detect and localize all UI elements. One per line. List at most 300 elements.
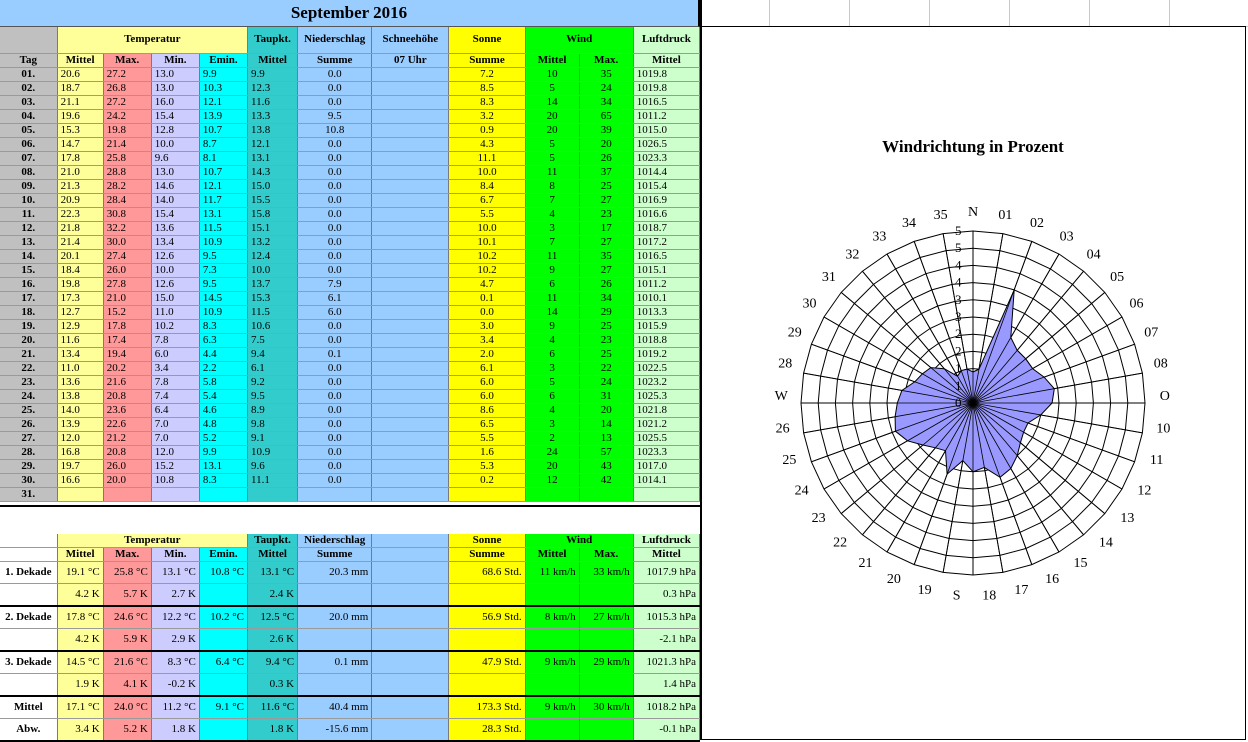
table-cell[interactable]: 20	[579, 403, 633, 417]
table-cell[interactable]	[372, 319, 449, 333]
summary-cell[interactable]: 33 km/h	[579, 562, 633, 584]
table-cell[interactable]: 21.0	[103, 291, 151, 305]
summary-cell[interactable]: 4.2 K	[57, 629, 103, 652]
day-label[interactable]: 31.	[0, 487, 57, 501]
table-cell[interactable]: 13.1	[248, 151, 298, 165]
table-cell[interactable]: 3.2	[449, 109, 525, 123]
table-cell[interactable]: 10.7	[199, 123, 247, 137]
table-cell[interactable]: 1025.5	[633, 431, 699, 445]
table-cell[interactable]: 1014.1	[633, 473, 699, 487]
table-cell[interactable]: 20	[525, 459, 579, 473]
table-cell[interactable]: 8.7	[199, 137, 247, 151]
day-label[interactable]: 06.	[0, 137, 57, 151]
table-cell[interactable]	[525, 487, 579, 501]
table-cell[interactable]: 10.0	[449, 221, 525, 235]
table-cell[interactable]: 35	[579, 249, 633, 263]
table-cell[interactable]: 35	[579, 67, 633, 81]
summary-cell[interactable]	[525, 674, 579, 697]
table-cell[interactable]: 10.9	[199, 305, 247, 319]
summary-cell[interactable]: 9 km/h	[525, 651, 579, 674]
table-cell[interactable]: 13.1	[199, 207, 247, 221]
summary-cell[interactable]: 13.1 °C	[248, 562, 298, 584]
table-cell[interactable]: 8.1	[199, 151, 247, 165]
day-label[interactable]: 12.	[0, 221, 57, 235]
table-cell[interactable]: 1023.3	[633, 151, 699, 165]
table-cell[interactable]: 6.0	[298, 305, 372, 319]
summary-cell[interactable]	[372, 629, 449, 652]
table-cell[interactable]: 11	[525, 291, 579, 305]
sheet-cell[interactable]	[1090, 0, 1170, 27]
table-cell[interactable]: 24	[525, 445, 579, 459]
table-cell[interactable]	[372, 347, 449, 361]
table-cell[interactable]: 10.0	[151, 137, 199, 151]
table-cell[interactable]: 5.4	[199, 389, 247, 403]
table-cell[interactable]: 0.0	[298, 137, 372, 151]
day-label[interactable]: 30.	[0, 473, 57, 487]
table-cell[interactable]: 17.8	[57, 151, 103, 165]
table-cell[interactable]: 15.4	[151, 207, 199, 221]
table-cell[interactable]: 20	[579, 137, 633, 151]
summary-cell[interactable]: 1.8 K	[151, 719, 199, 742]
summary-cell[interactable]: -0.2 K	[151, 674, 199, 697]
table-cell[interactable]	[372, 487, 449, 501]
table-cell[interactable]: 6.3	[199, 333, 247, 347]
summary-cell[interactable]: 25.8 °C	[103, 562, 151, 584]
table-cell[interactable]: 21.0	[57, 165, 103, 179]
table-cell[interactable]: 6.1	[298, 291, 372, 305]
table-cell[interactable]: 8.5	[449, 81, 525, 95]
table-cell[interactable]: 1017.2	[633, 235, 699, 249]
table-cell[interactable]: 12	[525, 473, 579, 487]
summary-cell[interactable]: 1.4 hPa	[633, 674, 699, 697]
table-cell[interactable]: 8.3	[449, 95, 525, 109]
table-cell[interactable]: 5.5	[449, 431, 525, 445]
table-cell[interactable]: 1015.0	[633, 123, 699, 137]
table-cell[interactable]: 15.0	[248, 179, 298, 193]
table-cell[interactable]: 14	[525, 95, 579, 109]
table-cell[interactable]: 6	[525, 389, 579, 403]
day-label[interactable]: 10.	[0, 193, 57, 207]
day-label[interactable]: 02.	[0, 81, 57, 95]
table-cell[interactable]: 4.6	[199, 403, 247, 417]
table-cell[interactable]	[372, 263, 449, 277]
table-cell[interactable]: 12.4	[248, 249, 298, 263]
table-cell[interactable]: 17.8	[103, 319, 151, 333]
table-cell[interactable]: 12.6	[151, 249, 199, 263]
summary-cell[interactable]: -15.6 mm	[298, 719, 372, 742]
table-cell[interactable]: 1022.5	[633, 361, 699, 375]
table-cell[interactable]: 1014.4	[633, 165, 699, 179]
table-cell[interactable]: 30.8	[103, 207, 151, 221]
table-cell[interactable]	[372, 95, 449, 109]
table-cell[interactable]: 14.7	[57, 137, 103, 151]
table-cell[interactable]: 10.2	[449, 263, 525, 277]
table-cell[interactable]: 24	[579, 375, 633, 389]
table-cell[interactable]	[372, 207, 449, 221]
summary-cell[interactable]: 9.1 °C	[199, 696, 247, 719]
table-cell[interactable]: 10.2	[449, 249, 525, 263]
table-cell[interactable]: 11.5	[199, 221, 247, 235]
summary-cell[interactable]: 1018.2 hPa	[633, 696, 699, 719]
summary-cell[interactable]: 19.1 °C	[57, 562, 103, 584]
table-cell[interactable]: 10.0	[151, 263, 199, 277]
day-label[interactable]: 15.	[0, 263, 57, 277]
table-cell[interactable]: 0.0	[298, 249, 372, 263]
summary-cell[interactable]	[372, 674, 449, 697]
table-cell[interactable]: 28.4	[103, 193, 151, 207]
table-cell[interactable]	[579, 487, 633, 501]
table-cell[interactable]: 9.4	[248, 347, 298, 361]
summary-cell[interactable]	[579, 719, 633, 742]
table-cell[interactable]: 4	[525, 403, 579, 417]
summary-cell[interactable]	[372, 719, 449, 742]
table-cell[interactable]: 7.8	[151, 333, 199, 347]
table-cell[interactable]: 20.9	[57, 193, 103, 207]
table-cell[interactable]: 10.8	[298, 123, 372, 137]
table-cell[interactable]: 4	[525, 207, 579, 221]
table-cell[interactable]: 10.0	[449, 165, 525, 179]
table-cell[interactable]: 28.2	[103, 179, 151, 193]
table-cell[interactable]: 13.9	[199, 109, 247, 123]
summary-cell[interactable]: 24.0 °C	[103, 696, 151, 719]
table-cell[interactable]	[372, 431, 449, 445]
table-cell[interactable]	[372, 473, 449, 487]
summary-cell[interactable]: 10.2 °C	[199, 606, 247, 629]
table-cell[interactable]: 19.6	[57, 109, 103, 123]
table-cell[interactable]: 17.3	[57, 291, 103, 305]
table-cell[interactable]: 13.4	[57, 347, 103, 361]
table-cell[interactable]: 27	[579, 263, 633, 277]
table-cell[interactable]: 9	[525, 319, 579, 333]
summary-cell[interactable]	[199, 719, 247, 742]
day-label[interactable]: 03.	[0, 95, 57, 109]
table-cell[interactable]: 0.0	[449, 305, 525, 319]
table-cell[interactable]: 13.0	[151, 67, 199, 81]
table-cell[interactable]	[372, 333, 449, 347]
table-cell[interactable]: 34	[579, 95, 633, 109]
table-cell[interactable]: 5.8	[199, 375, 247, 389]
table-cell[interactable]: 27	[579, 235, 633, 249]
table-cell[interactable]: 10.8	[151, 473, 199, 487]
table-cell[interactable]: 20	[525, 123, 579, 137]
summary-cell[interactable]: 68.6 Std.	[449, 562, 525, 584]
table-cell[interactable]: 25	[579, 319, 633, 333]
day-label[interactable]: 25.	[0, 403, 57, 417]
table-cell[interactable]: 32.2	[103, 221, 151, 235]
summary-cell[interactable]: 11.6 °C	[248, 696, 298, 719]
table-cell[interactable]: 0.9	[449, 123, 525, 137]
summary-cell[interactable]: 28.3 Std.	[449, 719, 525, 742]
table-cell[interactable]: 26.8	[103, 81, 151, 95]
table-cell[interactable]: 19.8	[103, 123, 151, 137]
summary-cell[interactable]: 2.7 K	[151, 584, 199, 607]
table-cell[interactable]: 1017.0	[633, 459, 699, 473]
table-cell[interactable]: 16.6	[57, 473, 103, 487]
table-cell[interactable]: 30.0	[103, 235, 151, 249]
table-cell[interactable]: 6.7	[449, 193, 525, 207]
table-cell[interactable]: 31	[579, 389, 633, 403]
table-cell[interactable]: 0.0	[298, 81, 372, 95]
table-cell[interactable]: 4	[525, 333, 579, 347]
table-cell[interactable]: 57	[579, 445, 633, 459]
table-cell[interactable]: 1015.9	[633, 319, 699, 333]
table-cell[interactable]: 11.1	[248, 473, 298, 487]
table-cell[interactable]: 15.8	[248, 207, 298, 221]
table-cell[interactable]: 9.6	[248, 459, 298, 473]
summary-cell[interactable]	[449, 584, 525, 607]
table-cell[interactable]: 8	[525, 179, 579, 193]
table-cell[interactable]: 7.3	[199, 263, 247, 277]
table-cell[interactable]: 9.6	[151, 151, 199, 165]
summary-cell[interactable]: 173.3 Std.	[449, 696, 525, 719]
table-cell[interactable]: 6.4	[151, 403, 199, 417]
table-cell[interactable]: 1018.8	[633, 333, 699, 347]
summary-cell[interactable]	[525, 629, 579, 652]
day-label[interactable]: 21.	[0, 347, 57, 361]
summary-cell[interactable]: 8.3 °C	[151, 651, 199, 674]
table-cell[interactable]: 25	[579, 179, 633, 193]
table-cell[interactable]: 1023.2	[633, 375, 699, 389]
table-cell[interactable]: 0.1	[449, 291, 525, 305]
table-cell[interactable]: 15.2	[151, 459, 199, 473]
table-cell[interactable]: 23.6	[103, 403, 151, 417]
table-cell[interactable]: 22.6	[103, 417, 151, 431]
table-cell[interactable]: 0.0	[298, 333, 372, 347]
table-cell[interactable]: 9.8	[248, 417, 298, 431]
table-cell[interactable]: 7.8	[151, 375, 199, 389]
table-cell[interactable]: 12.6	[151, 277, 199, 291]
summary-cell[interactable]: 0.1 mm	[298, 651, 372, 674]
table-cell[interactable]: 1021.8	[633, 403, 699, 417]
table-cell[interactable]: 22	[579, 361, 633, 375]
summary-cell[interactable]	[579, 584, 633, 607]
table-cell[interactable]: 39	[579, 123, 633, 137]
table-cell[interactable]: 37	[579, 165, 633, 179]
table-cell[interactable]: 7.0	[151, 431, 199, 445]
table-cell[interactable]: 0.0	[298, 67, 372, 81]
table-cell[interactable]: 0.0	[298, 459, 372, 473]
summary-cell[interactable]: 11.2 °C	[151, 696, 199, 719]
table-cell[interactable]	[372, 459, 449, 473]
summary-cell[interactable]: 40.4 mm	[298, 696, 372, 719]
table-cell[interactable]	[298, 487, 372, 501]
table-cell[interactable]: 12.7	[57, 305, 103, 319]
table-cell[interactable]: 9.9	[199, 445, 247, 459]
table-cell[interactable]: 9.2	[248, 375, 298, 389]
summary-cell[interactable]: 5.7 K	[103, 584, 151, 607]
day-label[interactable]: 07.	[0, 151, 57, 165]
table-cell[interactable]: 4.8	[199, 417, 247, 431]
summary-cell[interactable]: 17.1 °C	[57, 696, 103, 719]
summary-cell[interactable]: 27 km/h	[579, 606, 633, 629]
table-cell[interactable]: 13.4	[151, 235, 199, 249]
table-cell[interactable]: 11.6	[57, 333, 103, 347]
table-cell[interactable]: 5	[525, 375, 579, 389]
table-cell[interactable]: 9.9	[199, 67, 247, 81]
summary-cell[interactable]	[298, 584, 372, 607]
table-cell[interactable]: 26.0	[103, 459, 151, 473]
summary-cell[interactable]	[525, 719, 579, 742]
table-cell[interactable]: 11.0	[151, 305, 199, 319]
table-cell[interactable]: 24.2	[103, 109, 151, 123]
summary-cell[interactable]	[372, 562, 449, 584]
table-cell[interactable]	[372, 193, 449, 207]
summary-cell[interactable]: 24.6 °C	[103, 606, 151, 629]
summary-cell[interactable]: 8 km/h	[525, 606, 579, 629]
table-cell[interactable]: 11.7	[199, 193, 247, 207]
table-cell[interactable]	[372, 291, 449, 305]
table-cell[interactable]: 22.3	[57, 207, 103, 221]
table-cell[interactable]: 20.6	[57, 67, 103, 81]
table-cell[interactable]: 0.0	[298, 235, 372, 249]
table-cell[interactable]: 0.0	[298, 389, 372, 403]
summary-cell[interactable]: 2.9 K	[151, 629, 199, 652]
table-cell[interactable]	[372, 81, 449, 95]
table-cell[interactable]: 1021.2	[633, 417, 699, 431]
table-cell[interactable]: 1016.5	[633, 95, 699, 109]
table-cell[interactable]: 8.4	[449, 179, 525, 193]
table-cell[interactable]: 12.0	[151, 445, 199, 459]
day-label[interactable]: 16.	[0, 277, 57, 291]
table-cell[interactable]: 14	[525, 305, 579, 319]
table-cell[interactable]	[372, 165, 449, 179]
table-cell[interactable]: 3	[525, 221, 579, 235]
table-cell[interactable]	[449, 487, 525, 501]
table-cell[interactable]: 15.2	[103, 305, 151, 319]
day-label[interactable]: 27.	[0, 431, 57, 445]
table-cell[interactable]: 24	[579, 81, 633, 95]
summary-cell[interactable]: 9.4 °C	[248, 651, 298, 674]
table-cell[interactable]: 26	[579, 151, 633, 165]
table-cell[interactable]: 6.1	[449, 361, 525, 375]
table-cell[interactable]: 0.0	[298, 361, 372, 375]
day-label[interactable]: 20.	[0, 333, 57, 347]
day-label[interactable]: 05.	[0, 123, 57, 137]
table-cell[interactable]: 20.8	[103, 389, 151, 403]
table-cell[interactable]: 18.7	[57, 81, 103, 95]
table-cell[interactable]: 1019.8	[633, 67, 699, 81]
table-cell[interactable]: 1015.1	[633, 263, 699, 277]
table-cell[interactable]: 1015.4	[633, 179, 699, 193]
table-cell[interactable]: 43	[579, 459, 633, 473]
table-cell[interactable]: 1026.5	[633, 137, 699, 151]
table-cell[interactable]: 10	[525, 67, 579, 81]
summary-cell[interactable]: 1017.9 hPa	[633, 562, 699, 584]
table-cell[interactable]: 13.9	[57, 417, 103, 431]
table-cell[interactable]: 3.4	[151, 361, 199, 375]
table-cell[interactable]: 12.8	[151, 123, 199, 137]
summary-cell[interactable]	[199, 674, 247, 697]
table-cell[interactable]: 0.0	[298, 221, 372, 235]
day-label[interactable]: 18.	[0, 305, 57, 319]
table-cell[interactable]: 14.0	[151, 193, 199, 207]
day-label[interactable]: 01.	[0, 67, 57, 81]
table-cell[interactable]: 12.1	[199, 95, 247, 109]
table-cell[interactable]: 0.0	[298, 165, 372, 179]
table-cell[interactable]: 0.0	[298, 473, 372, 487]
table-cell[interactable]: 4.3	[449, 137, 525, 151]
table-cell[interactable]: 21.4	[103, 137, 151, 151]
table-cell[interactable]: 0.0	[298, 193, 372, 207]
summary-cell[interactable]: 1021.3 hPa	[633, 651, 699, 674]
day-label[interactable]: 09.	[0, 179, 57, 193]
table-cell[interactable]: 9.5	[298, 109, 372, 123]
table-cell[interactable]	[57, 487, 103, 501]
table-cell[interactable]	[372, 403, 449, 417]
sheet-cell[interactable]	[850, 0, 930, 27]
table-cell[interactable]: 9.1	[248, 431, 298, 445]
table-cell[interactable]: 27.2	[103, 67, 151, 81]
table-cell[interactable]: 0.2	[449, 473, 525, 487]
table-cell[interactable]: 0.0	[298, 375, 372, 389]
summary-cell[interactable]	[449, 674, 525, 697]
table-cell[interactable]: 0.0	[298, 207, 372, 221]
table-cell[interactable]: 15.1	[248, 221, 298, 235]
summary-cell[interactable]: 12.2 °C	[151, 606, 199, 629]
day-label[interactable]: 19.	[0, 319, 57, 333]
summary-cell[interactable]: 3.4 K	[57, 719, 103, 742]
table-cell[interactable]: 16.8	[57, 445, 103, 459]
table-cell[interactable]: 14.6	[151, 179, 199, 193]
summary-cell[interactable]: 1.9 K	[57, 674, 103, 697]
table-cell[interactable]: 11.6	[248, 95, 298, 109]
day-label[interactable]: 26.	[0, 417, 57, 431]
table-cell[interactable]: 13.1	[199, 459, 247, 473]
table-cell[interactable]: 23	[579, 207, 633, 221]
table-cell[interactable]: 1019.8	[633, 81, 699, 95]
table-cell[interactable]: 5.5	[449, 207, 525, 221]
table-cell[interactable]: 7.5	[248, 333, 298, 347]
table-cell[interactable]: 9.5	[199, 277, 247, 291]
table-cell[interactable]: 11.1	[449, 151, 525, 165]
table-cell[interactable]: 21.1	[57, 95, 103, 109]
day-label[interactable]: 28.	[0, 445, 57, 459]
table-cell[interactable]	[372, 445, 449, 459]
table-cell[interactable]: 12.9	[57, 319, 103, 333]
table-cell[interactable]: 0.0	[298, 431, 372, 445]
table-cell[interactable]: 25	[579, 347, 633, 361]
table-cell[interactable]: 27.2	[103, 95, 151, 109]
summary-cell[interactable]: 0.3 K	[248, 674, 298, 697]
table-cell[interactable]: 7.2	[449, 67, 525, 81]
table-cell[interactable]: 13.7	[248, 277, 298, 291]
table-cell[interactable]: 10.7	[199, 165, 247, 179]
day-label[interactable]: 11.	[0, 207, 57, 221]
table-cell[interactable]: 19.4	[103, 347, 151, 361]
table-cell[interactable]: 20	[525, 109, 579, 123]
table-cell[interactable]	[633, 487, 699, 501]
table-cell[interactable]: 7.4	[151, 389, 199, 403]
table-cell[interactable]	[372, 375, 449, 389]
table-cell[interactable]	[248, 487, 298, 501]
table-cell[interactable]: 20.2	[103, 361, 151, 375]
day-label[interactable]: 17.	[0, 291, 57, 305]
table-cell[interactable]: 12.1	[199, 179, 247, 193]
summary-cell[interactable]	[372, 606, 449, 629]
summary-cell[interactable]	[298, 629, 372, 652]
table-cell[interactable]: 15.5	[248, 193, 298, 207]
day-label[interactable]: 08.	[0, 165, 57, 179]
summary-cell[interactable]: 20.0 mm	[298, 606, 372, 629]
summary-cell[interactable]	[372, 584, 449, 607]
table-cell[interactable]: 1025.3	[633, 389, 699, 403]
table-cell[interactable]: 11	[525, 165, 579, 179]
summary-cell[interactable]: 1015.3 hPa	[633, 606, 699, 629]
table-cell[interactable]: 1018.7	[633, 221, 699, 235]
summary-cell[interactable]	[199, 629, 247, 652]
table-cell[interactable]: 2.0	[449, 347, 525, 361]
sheet-cell[interactable]	[702, 0, 770, 27]
